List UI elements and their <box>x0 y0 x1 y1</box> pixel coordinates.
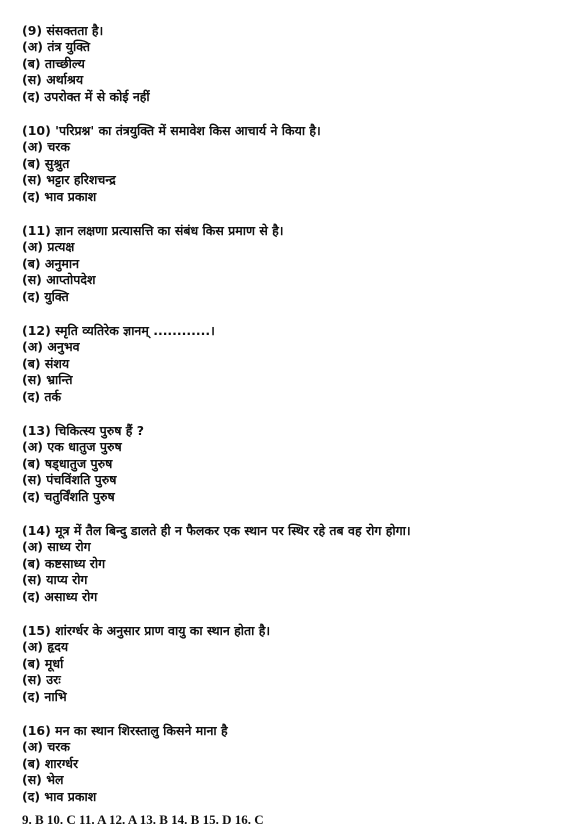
option-a: (अ) अनुभव <box>22 339 80 354</box>
question-text: (12) स्मृति व्यतिरेक ज्ञानम् ............। <box>22 323 215 338</box>
option-d: (द) नाभि <box>22 688 67 704</box>
question-text: (15) शांरर्ग्धर के अनुसार प्राण वायु का स्थान होता है। <box>22 623 271 638</box>
question-15 <box>22 622 567 705</box>
option-a: (अ) हृदय <box>22 639 69 654</box>
option-a: (अ) प्रत्यक्ष <box>22 239 75 254</box>
option-c: (स) आप्तोपदेश <box>22 272 96 287</box>
question-9 <box>22 22 567 105</box>
option-b: (ब) कष्टसाध्य रोग <box>22 555 106 571</box>
option-b: (ब) मूर्धा <box>22 655 64 671</box>
question-14 <box>22 522 567 605</box>
question-text: (13) चिकित्स्य पुरुष हैं ? <box>22 423 145 438</box>
option-d: (द) उपरोक्त में से कोई नहीं <box>22 88 150 104</box>
option-d: (द) भाव प्रकाश <box>22 188 97 204</box>
question-text: (11) ज्ञान लक्षणा प्रत्यासत्ति का संबंध किस प्रमाण से है। <box>22 223 284 238</box>
option-a: (अ) साध्य रोग <box>22 539 91 554</box>
question-text: (10) 'परिप्रश्न' का तंत्रयुक्ति में समावेश किस आचार्य ने किया है। <box>22 123 321 138</box>
option-c: (स) भ्रान्ति <box>22 372 73 387</box>
option-b: (ब) अनुमान <box>22 255 80 271</box>
question-11 <box>22 222 567 305</box>
option-c: (स) भेल <box>22 772 64 787</box>
option-b: (ब) सुश्रुत <box>22 155 70 171</box>
question-16 <box>22 722 567 805</box>
option-b: (ब) शारर्ग्धर <box>22 755 79 771</box>
option-d: (द) युक्ति <box>22 288 69 304</box>
option-b: (ब) षड्धातुज पुरुष <box>22 455 113 471</box>
option-c: (स) उरः <box>22 672 61 687</box>
question-10 <box>22 122 567 205</box>
option-c: (स) याप्य रोग <box>22 572 88 587</box>
option-c: (स) पंचविंशति पुरुष <box>22 472 117 487</box>
question-sheet <box>22 22 567 822</box>
answer-key: 9. B 10. C 11. A 12. A 13. B 14. B 15. D 16. C <box>22 812 264 827</box>
option-c: (स) भट्टार हरिशचन्द्र <box>22 172 116 187</box>
question-text: (14) मूत्र में तैल बिन्दु डालते ही न फैलकर एक स्थान पर स्थिर रहे तब वह रोग होगा। <box>22 523 411 538</box>
option-d: (द) भाव प्रकाश <box>22 788 97 804</box>
question-12 <box>22 322 567 405</box>
question-13 <box>22 422 567 505</box>
option-b: (ब) ताच्छील्य <box>22 55 85 71</box>
option-d: (द) चतुर्विंशति पुरुष <box>22 488 115 504</box>
option-b: (ब) संशय <box>22 355 70 371</box>
option-a: (अ) तंत्र युक्ति <box>22 39 91 54</box>
option-c: (स) अर्थाश्रय <box>22 72 84 87</box>
option-a: (अ) चरक <box>22 139 70 154</box>
question-text: (9) संसक्तता है। <box>22 23 104 38</box>
option-d: (द) तर्क <box>22 388 62 404</box>
option-d: (द) असाध्य रोग <box>22 588 98 604</box>
question-text: (16) मन का स्थान शिरस्तालु किसने माना है <box>22 723 228 738</box>
option-a: (अ) एक धातुज पुरुष <box>22 439 122 454</box>
option-a: (अ) चरक <box>22 739 70 754</box>
